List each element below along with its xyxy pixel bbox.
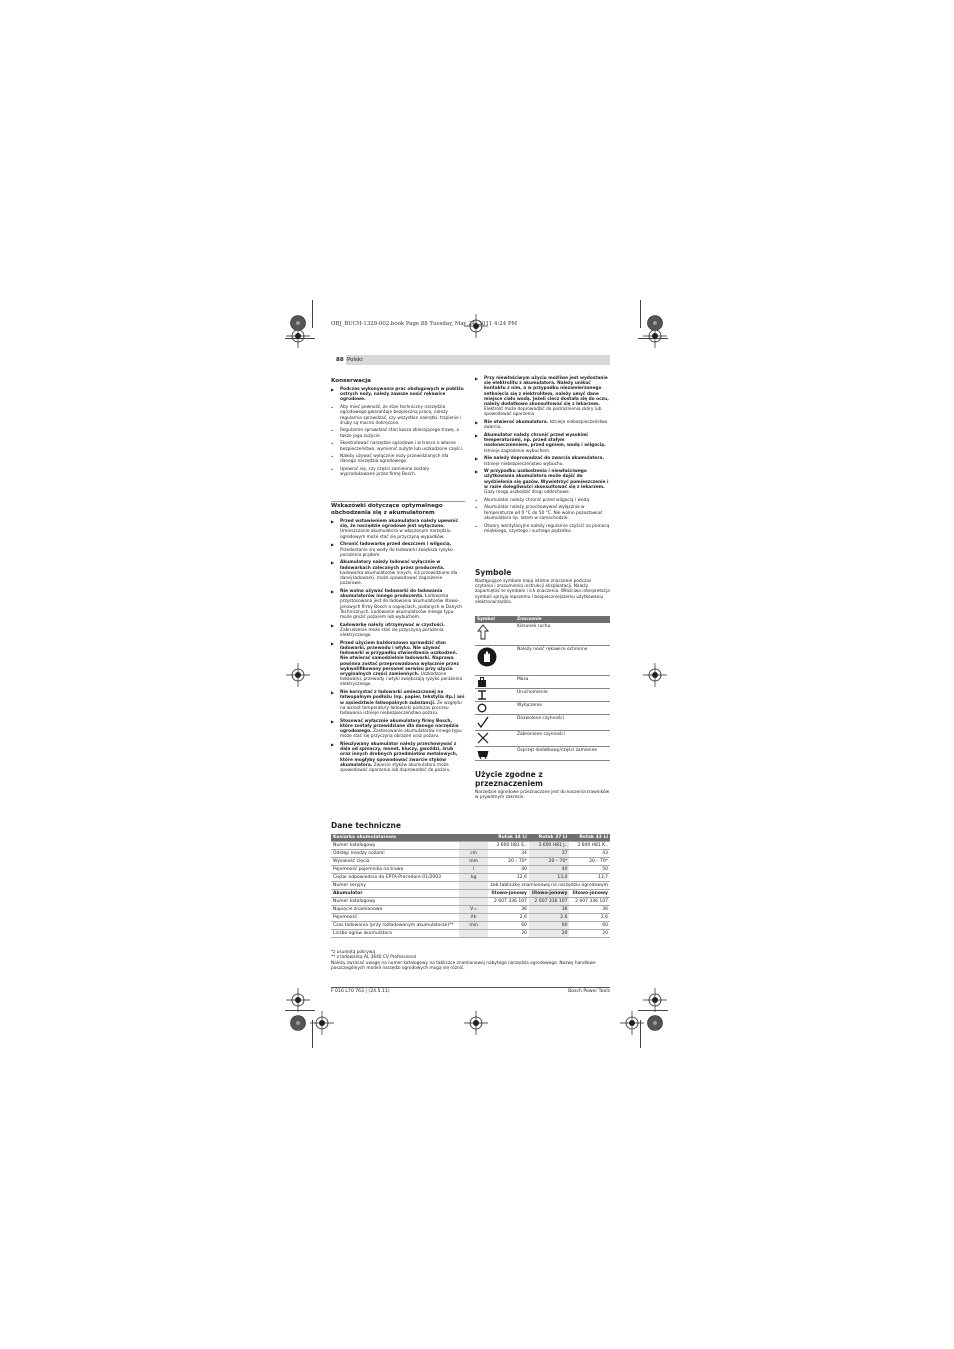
remark: Należy zwracać uwagę na numer katalogowy na tabliczce znamionowej nabytego narzędzia ogrodowego. Nazwy handlowe poszczególnych modeli narzędzi ogrodowych mogą się różnić.	[331, 960, 596, 972]
row-label: Odstęp między nożami	[331, 850, 459, 858]
row-value: 2,6	[488, 914, 529, 922]
row-value: 43	[569, 850, 610, 858]
row-value: 20	[488, 930, 529, 938]
print-slug: OBJ_BUCH-1329-002.book Page 88 Tuesday, May 24, 2011 4:24 PM	[331, 321, 517, 327]
arrow-bullet-icon: ▶	[331, 741, 335, 747]
header-label: Kosiarka akumulatorowa	[331, 834, 488, 842]
crop-mark	[640, 300, 641, 328]
registration-mark	[643, 663, 667, 687]
footnotes	[331, 950, 610, 972]
check-icon	[475, 714, 515, 730]
list-item	[331, 589, 465, 620]
arrow-bullet-icon: ▶	[475, 376, 479, 381]
symbol-row	[475, 675, 610, 688]
item-bold: Przed użyciem każdorazowo sprawdzić stan ładowarki, przewodu i wtyku. Nie używać ładowarki w przypadku stwierdzenia uszkodzeń. Nie otwierać samodzielnie ładowarki. Naprawa powinna zostać przeprowadzona wyłącznie przez wykwalifikowany personel serwisu przy użyciu oryginalnych części zamiennych.	[340, 640, 459, 677]
item-text: Istnieje zagrożenie wybuchem.	[484, 448, 551, 454]
battery-type: litowo-jonowy	[569, 890, 610, 898]
item-text: Należy używać wyłącznie noży przewidzianych dla danego narzędzia ogrodowego.	[340, 454, 449, 465]
row-value: 20 – 70*	[529, 858, 570, 866]
section-title-dane: Dane techniczne	[331, 821, 401, 830]
footer-rule	[331, 987, 610, 988]
row-value: 60	[488, 922, 529, 930]
registration-mark	[286, 663, 310, 687]
model-name: Rotak 37 LI	[529, 834, 570, 842]
dot-bullet-icon: •	[475, 505, 478, 511]
dot-bullet-icon: •	[331, 428, 334, 434]
list-item	[331, 742, 465, 773]
footnote-2: ** z ładowarką AL 3640 CV Professional	[331, 955, 417, 961]
row-unit	[459, 930, 489, 938]
item-bold: Ładowarkę należy utrzymywać w czystości.	[340, 622, 445, 628]
page-header	[331, 355, 610, 365]
item-text: Zwarcie styków akumulatora może spowodować oparzenia lub doprowadzić do pożaru.	[340, 762, 451, 773]
row-label: Numer seryjny	[331, 882, 459, 890]
section-title-konserwacja: Konserwacja	[331, 378, 371, 384]
dot-bullet-icon: •	[475, 497, 478, 503]
row-value: 20	[569, 930, 610, 938]
power-on-icon	[475, 688, 515, 701]
table-row	[331, 882, 610, 890]
row-value: 34	[488, 850, 529, 858]
arrow-bullet-icon: ▶	[475, 420, 479, 426]
registration-dot	[647, 315, 663, 331]
registration-dot	[647, 1015, 663, 1031]
row-value: 3 600 H81 E..	[488, 842, 529, 850]
list-item	[475, 505, 610, 521]
row-value: 2 607 336 107	[529, 898, 570, 906]
item-text: Istnieje niebezpieczeństwo wybuchu.	[484, 461, 564, 467]
item-bold: Nie wolno używać ładowarki do ładowania akumulatorów innego producenta.	[340, 588, 443, 600]
footnote-1: *z usuniętą pokrywą	[331, 950, 376, 955]
row-value: 3 600 H81 K..	[569, 842, 610, 850]
row-value: 40	[529, 866, 570, 874]
row-unit: kg	[459, 874, 489, 882]
col-symbol: Symbol	[475, 616, 515, 623]
arrow-bullet-icon: ▶	[331, 519, 335, 524]
divider	[331, 501, 465, 502]
row-value: 13,7	[569, 874, 610, 882]
item-bold: Akumulator należy chronić przed wysokimi temperaturami, np. przed stałym nasłonecznieniem, przed ogniem, wodą i wilgocią.	[484, 433, 606, 449]
konserwacja-list	[331, 387, 465, 478]
row-unit	[459, 890, 489, 898]
akumulator-list	[331, 519, 465, 773]
gloves-icon	[475, 645, 515, 675]
dot-bullet-icon: •	[331, 405, 334, 411]
item-bold: Stosować wyłącznie akumulatory firmy Bosch, które zostały przewidziane dla danego narzędzia ogrodowego.	[340, 718, 459, 735]
row-value: 20 – 70*	[488, 858, 529, 866]
row-value: 20 – 70*	[569, 858, 610, 866]
row-unit	[459, 882, 489, 890]
footer-right: Bosch Power Tools	[568, 989, 610, 994]
symbol-meaning: Masa	[515, 675, 610, 688]
arrow-bullet-icon: ▶	[331, 640, 335, 646]
registration-mark	[464, 1011, 488, 1035]
symbol-meaning: Dozwolone czynności	[515, 714, 610, 730]
symbol-row	[475, 623, 610, 645]
symbol-row	[475, 730, 610, 746]
item-text: Upewnić się, czy części zamienne zostały wyprodukowane przez firmę Bosch.	[340, 467, 430, 478]
row-label: Numer katalogowy	[331, 898, 459, 906]
symbol-row	[475, 645, 610, 675]
row-unit	[459, 842, 489, 850]
table-row	[331, 842, 610, 850]
row-value: zob.tabliczkę znamionową na narzędziu ogrodowym	[488, 882, 610, 890]
right-list	[475, 376, 610, 534]
row-unit: cm	[459, 850, 489, 858]
table-row	[331, 898, 610, 906]
row-label: Akumulator	[331, 890, 459, 898]
page-number: 88	[331, 355, 346, 365]
row-value: 2 607 336 107	[488, 898, 529, 906]
row-value: 3 600 H81 J..	[529, 842, 570, 850]
item-bold: Nie należy doprowadzać do zwarcia akumulatora.	[484, 456, 604, 462]
symbol-row	[475, 701, 610, 714]
header-language: Polski	[347, 357, 363, 363]
arrow-bullet-icon: ▶	[331, 542, 335, 548]
list-item	[331, 641, 465, 688]
item-text: Istnieje niebezpieczeństwo zwarcia.	[484, 420, 608, 431]
symbol-meaning: Kierunek ruchu	[515, 623, 610, 645]
registration-mark	[620, 1011, 644, 1035]
uzycie-section	[475, 770, 610, 800]
item-text: Zastosowanie akumulatorów innego typu może stać się przyczyną obrażeń oraz pożaru.	[340, 729, 462, 740]
list-item	[331, 405, 465, 426]
list-item	[331, 428, 465, 438]
row-label: Numer katalogowy	[331, 842, 459, 850]
dot-bullet-icon: •	[331, 467, 334, 473]
symbol-meaning: Wyłączenie	[515, 701, 610, 714]
section-title-uzycie: Użycie zgodne z przeznaczeniem	[475, 770, 543, 788]
dot-bullet-icon: •	[331, 441, 334, 447]
symbol-meaning: Uruchomienie	[515, 688, 610, 701]
row-value: 20	[529, 930, 570, 938]
row-label: Napięcie znamionowe	[331, 906, 459, 914]
list-item	[331, 719, 465, 740]
row-value: 12,6	[488, 874, 529, 882]
battery-header-row	[331, 890, 610, 898]
item-bold: Podczas wykonywania prac obsługowych w pobliżu ostrych noży, należy zawsze nosić rękawice ogrodowe.	[340, 387, 464, 403]
item-bold: Przed wstawieniem akumulatora należy upewnić się, że narzędzie ogrodowe jest wyłączone.	[340, 519, 458, 530]
col-meaning: Znaczenie	[515, 616, 610, 623]
basket-icon	[475, 746, 515, 760]
symbol-meaning: Osprzęt dodatkowy/części zamienne	[515, 746, 610, 760]
symbol-table	[475, 616, 610, 761]
uzycie-text: Narzędzie ogrodowe przeznaczone jest do koszenia trawników w prywatnym zakresie.	[475, 790, 610, 801]
arrow-bullet-icon: ▶	[331, 690, 335, 696]
list-item	[331, 454, 465, 464]
battery-type: litowo-jonowy	[488, 890, 529, 898]
registration-mark	[310, 1011, 334, 1035]
dot-bullet-icon: •	[475, 523, 478, 529]
row-value: 50	[569, 866, 610, 874]
dot-bullet-icon: •	[331, 454, 334, 460]
model-name: Rotak 43 LI	[569, 834, 610, 842]
arrow-bullet-icon: ▶	[331, 560, 335, 566]
item-bold: Nie otwierać akumulatora.	[484, 420, 549, 426]
table-row	[331, 906, 610, 914]
weight-icon	[475, 675, 515, 688]
row-value: 60	[529, 922, 570, 930]
table-row	[331, 850, 610, 858]
table-row	[331, 914, 610, 922]
left-column	[331, 378, 465, 480]
item-text: Akumulator należy przechowywać wyłącznie w temperaturze od 0 °C do 50 °C. Nie wolno pozostawiać akumulatora np. latem w samochodzie.	[484, 505, 603, 521]
row-value: 2,6	[569, 914, 610, 922]
list-item	[475, 498, 610, 503]
symbol-row	[475, 688, 610, 701]
item-text: Zabrudzenie może stać się przyczyną porażenia elektrycznego.	[340, 627, 444, 639]
list-item	[331, 467, 465, 477]
power-off-icon	[475, 701, 515, 714]
arrow-bullet-icon: ▶	[331, 718, 335, 724]
row-label: Czas ładowania (przy rozładowanym akumulatorze)**	[331, 922, 459, 930]
list-item	[475, 433, 610, 454]
section-title-akumulator: Wskazówki dotyczące optymalnego obchodzenia się z akumulatorem	[331, 503, 443, 516]
row-value: 40	[488, 866, 529, 874]
table-row	[331, 930, 610, 938]
arrow-bullet-icon: ▶	[331, 387, 335, 392]
battery-type: litowo-jonowy	[529, 890, 570, 898]
symbole-section	[475, 568, 610, 605]
table-row	[331, 858, 610, 866]
list-item	[331, 623, 465, 639]
item-text: Regularnie sprawdzać stan kosza zbierającego trawę, a także jego zużycie.	[340, 428, 460, 439]
row-label: Liczba ogniw akumulatora	[331, 930, 459, 938]
list-item	[331, 441, 465, 451]
arrow-bullet-icon: ▶	[331, 622, 335, 628]
item-bold: Przy niewłaściwym użyciu możliwe jest wydostanie się elektrolitu z akumulatora. Należy unikać kontaktu z nim, a w przypadku niezamierzonego zetknięcia się z elektrolitem, należy umyć dane miejsce ciało wodą. Jeżeli ciecz dostała się do oczu, należy dodatkowo skonsultować się z lekarzem.	[484, 376, 609, 408]
registration-dot	[290, 315, 306, 331]
symbol-meaning: Należy nosić rękawice ochronne	[515, 645, 610, 675]
symbole-intro: Następujące symbole mają istotne znaczenie podczas czytania i zrozumienia instrukcji eksploatacji. Należy zapamiętać te symbole i ich znaczenia. Właściwa interpretacja symboli sprzyja lepszemu i bezpieczniejszemu użytkowaniu elektronarzędzia.	[475, 579, 610, 605]
cross-icon	[475, 730, 515, 746]
list-item	[475, 456, 610, 466]
row-unit: l	[459, 866, 489, 874]
left-column-battery	[331, 503, 465, 776]
row-value: 36	[569, 906, 610, 914]
row-value: 36	[529, 906, 570, 914]
symbol-row	[475, 714, 610, 730]
item-text: Ładowarka przystosowana jest do ładowania akumulatorów litowo-jonowych firmy Bosch o napięciach, podanych w Danych Technicznych. Ładowanie akumulatorów innego typu może grozić pożarem lub wybuchem.	[340, 594, 462, 620]
list-item	[331, 387, 465, 403]
section-title-symbole: Symbole	[475, 568, 512, 577]
list-item	[475, 524, 610, 534]
item-bold: Nie korzystać z ładowarki umieszczonej na łatwopalnym podłożu (np. papier, tekstylia itp.) ani w sąsiedztwie łatwopalnych substancji.	[340, 690, 465, 706]
table-row	[331, 874, 610, 882]
table-row	[331, 922, 610, 930]
item-text: Uszkodzone ładowarki, przewody i wtyki zwiększają ryzyko porażenia elektrycznego.	[340, 671, 463, 688]
row-unit: Ah	[459, 914, 489, 922]
row-label: Pojemność pojemnika na trawę	[331, 866, 459, 874]
item-text: Aby mieć pewność, że stan techniczny narzędzia ogrodowego gwarantuje bezpieczną pracę, należy regularnie sprawdzać, czy wszystkie nakrętki, trzpienie i śruby są mocno dokręcone.	[340, 405, 462, 426]
item-text: Skontrolować narzędzie ogrodowe i w trosce o własne bezpieczeństwo, wymienić zużyte lub uszkodzone części.	[340, 441, 464, 452]
row-value: 37	[529, 850, 570, 858]
row-unit	[459, 898, 489, 906]
row-value: 36	[488, 906, 529, 914]
item-text: Otwory wentylacyjne należy regularnie czyścić za pomocą miękkiego, czystego i suchego pędzelka.	[484, 523, 610, 534]
list-item	[475, 376, 610, 418]
row-label: Wysokość cięcia	[331, 858, 459, 866]
item-text: Umieszczanie akumulatora w włączonym narzędziu ogrodowym może stać się przyczyną wypadków.	[340, 529, 451, 540]
right-column	[475, 376, 610, 536]
item-bold: Chronić ładowarkę przed deszczem i wilgocią.	[340, 542, 452, 548]
list-item	[331, 542, 465, 558]
list-item	[331, 519, 465, 540]
item-text: Ze względu na wzrost temperatury ładowarki podczas procesu ładowania istnieje niebezpieczeństwo pożaru.	[340, 700, 462, 716]
arrow-bullet-icon: ▶	[475, 456, 479, 462]
row-label: Pojemność	[331, 914, 459, 922]
arrow-bullet-icon: ▶	[331, 588, 335, 594]
crop-mark	[312, 300, 313, 328]
list-item	[331, 560, 465, 586]
row-value: 2 607 336 107	[569, 898, 610, 906]
row-value: 2,6	[529, 914, 570, 922]
item-text: Gazy mogą uszkodzić drogi oddechowe.	[484, 490, 571, 496]
arrow-bullet-icon: ▶	[475, 469, 479, 475]
symbol-row	[475, 746, 610, 760]
table-row	[331, 866, 610, 874]
list-item	[475, 420, 610, 430]
symbol-meaning: Zabronione czynności	[515, 730, 610, 746]
table-header-row	[331, 834, 610, 842]
item-bold: Akumulatory należy ładować wyłącznie w ładowarkach zalecanych przez producenta.	[340, 560, 445, 571]
row-value: 60	[569, 922, 610, 930]
item-text: Ładowarka akumulatorów innych, niż przewidziane dla danej ładowarki, może spowodować zagrożenie pożarowe.	[340, 570, 458, 587]
model-name: Rotak 34 LI	[488, 834, 529, 842]
row-value: 13,0	[529, 874, 570, 882]
footer-left: F 016 L70 763 | (24.5.11)	[331, 989, 390, 994]
item-text: Przedostanie się wody do ładowarki zwiększa ryzyko porażenia prądem.	[340, 547, 453, 558]
arrow-bullet-icon: ▶	[475, 433, 479, 439]
tech-data-table	[331, 834, 610, 938]
item-text: Elektrolit może doprowadzić do podrażnienia skóry lub spowodować oparzenia.	[484, 407, 602, 418]
registration-mark	[286, 988, 310, 1012]
row-unit: V=	[459, 906, 489, 914]
arrow-up-icon	[475, 623, 515, 645]
list-item	[475, 469, 610, 495]
row-unit: min	[459, 922, 489, 930]
registration-mark	[643, 988, 667, 1012]
list-item	[331, 690, 465, 716]
row-label: Ciężar odpowiednio do EPTA-Procedure 01/2003	[331, 874, 459, 882]
item-text: Akumulator należy chronić przed wilgocią i wodą.	[484, 497, 591, 503]
registration-dot	[290, 1015, 306, 1031]
item-bold: W przypadku uszkodzenia i niewłaściwego użytkowania akumulatora może dojść do wydzielenia się gazów. Wywietrzyć pomieszczenie i w razie dolegliwości skonsultować się z lekarzem.	[484, 469, 609, 490]
row-unit: mm	[459, 858, 489, 866]
item-bold: Nieużywany akumulator należy przechowywać z dala od spinaczy, monet, kluczy, gwoździ, śrub oraz innych drobnych przedmiotów metalowych, które mogłyby spowodować zwarcie styków akumulatora.	[340, 741, 458, 768]
